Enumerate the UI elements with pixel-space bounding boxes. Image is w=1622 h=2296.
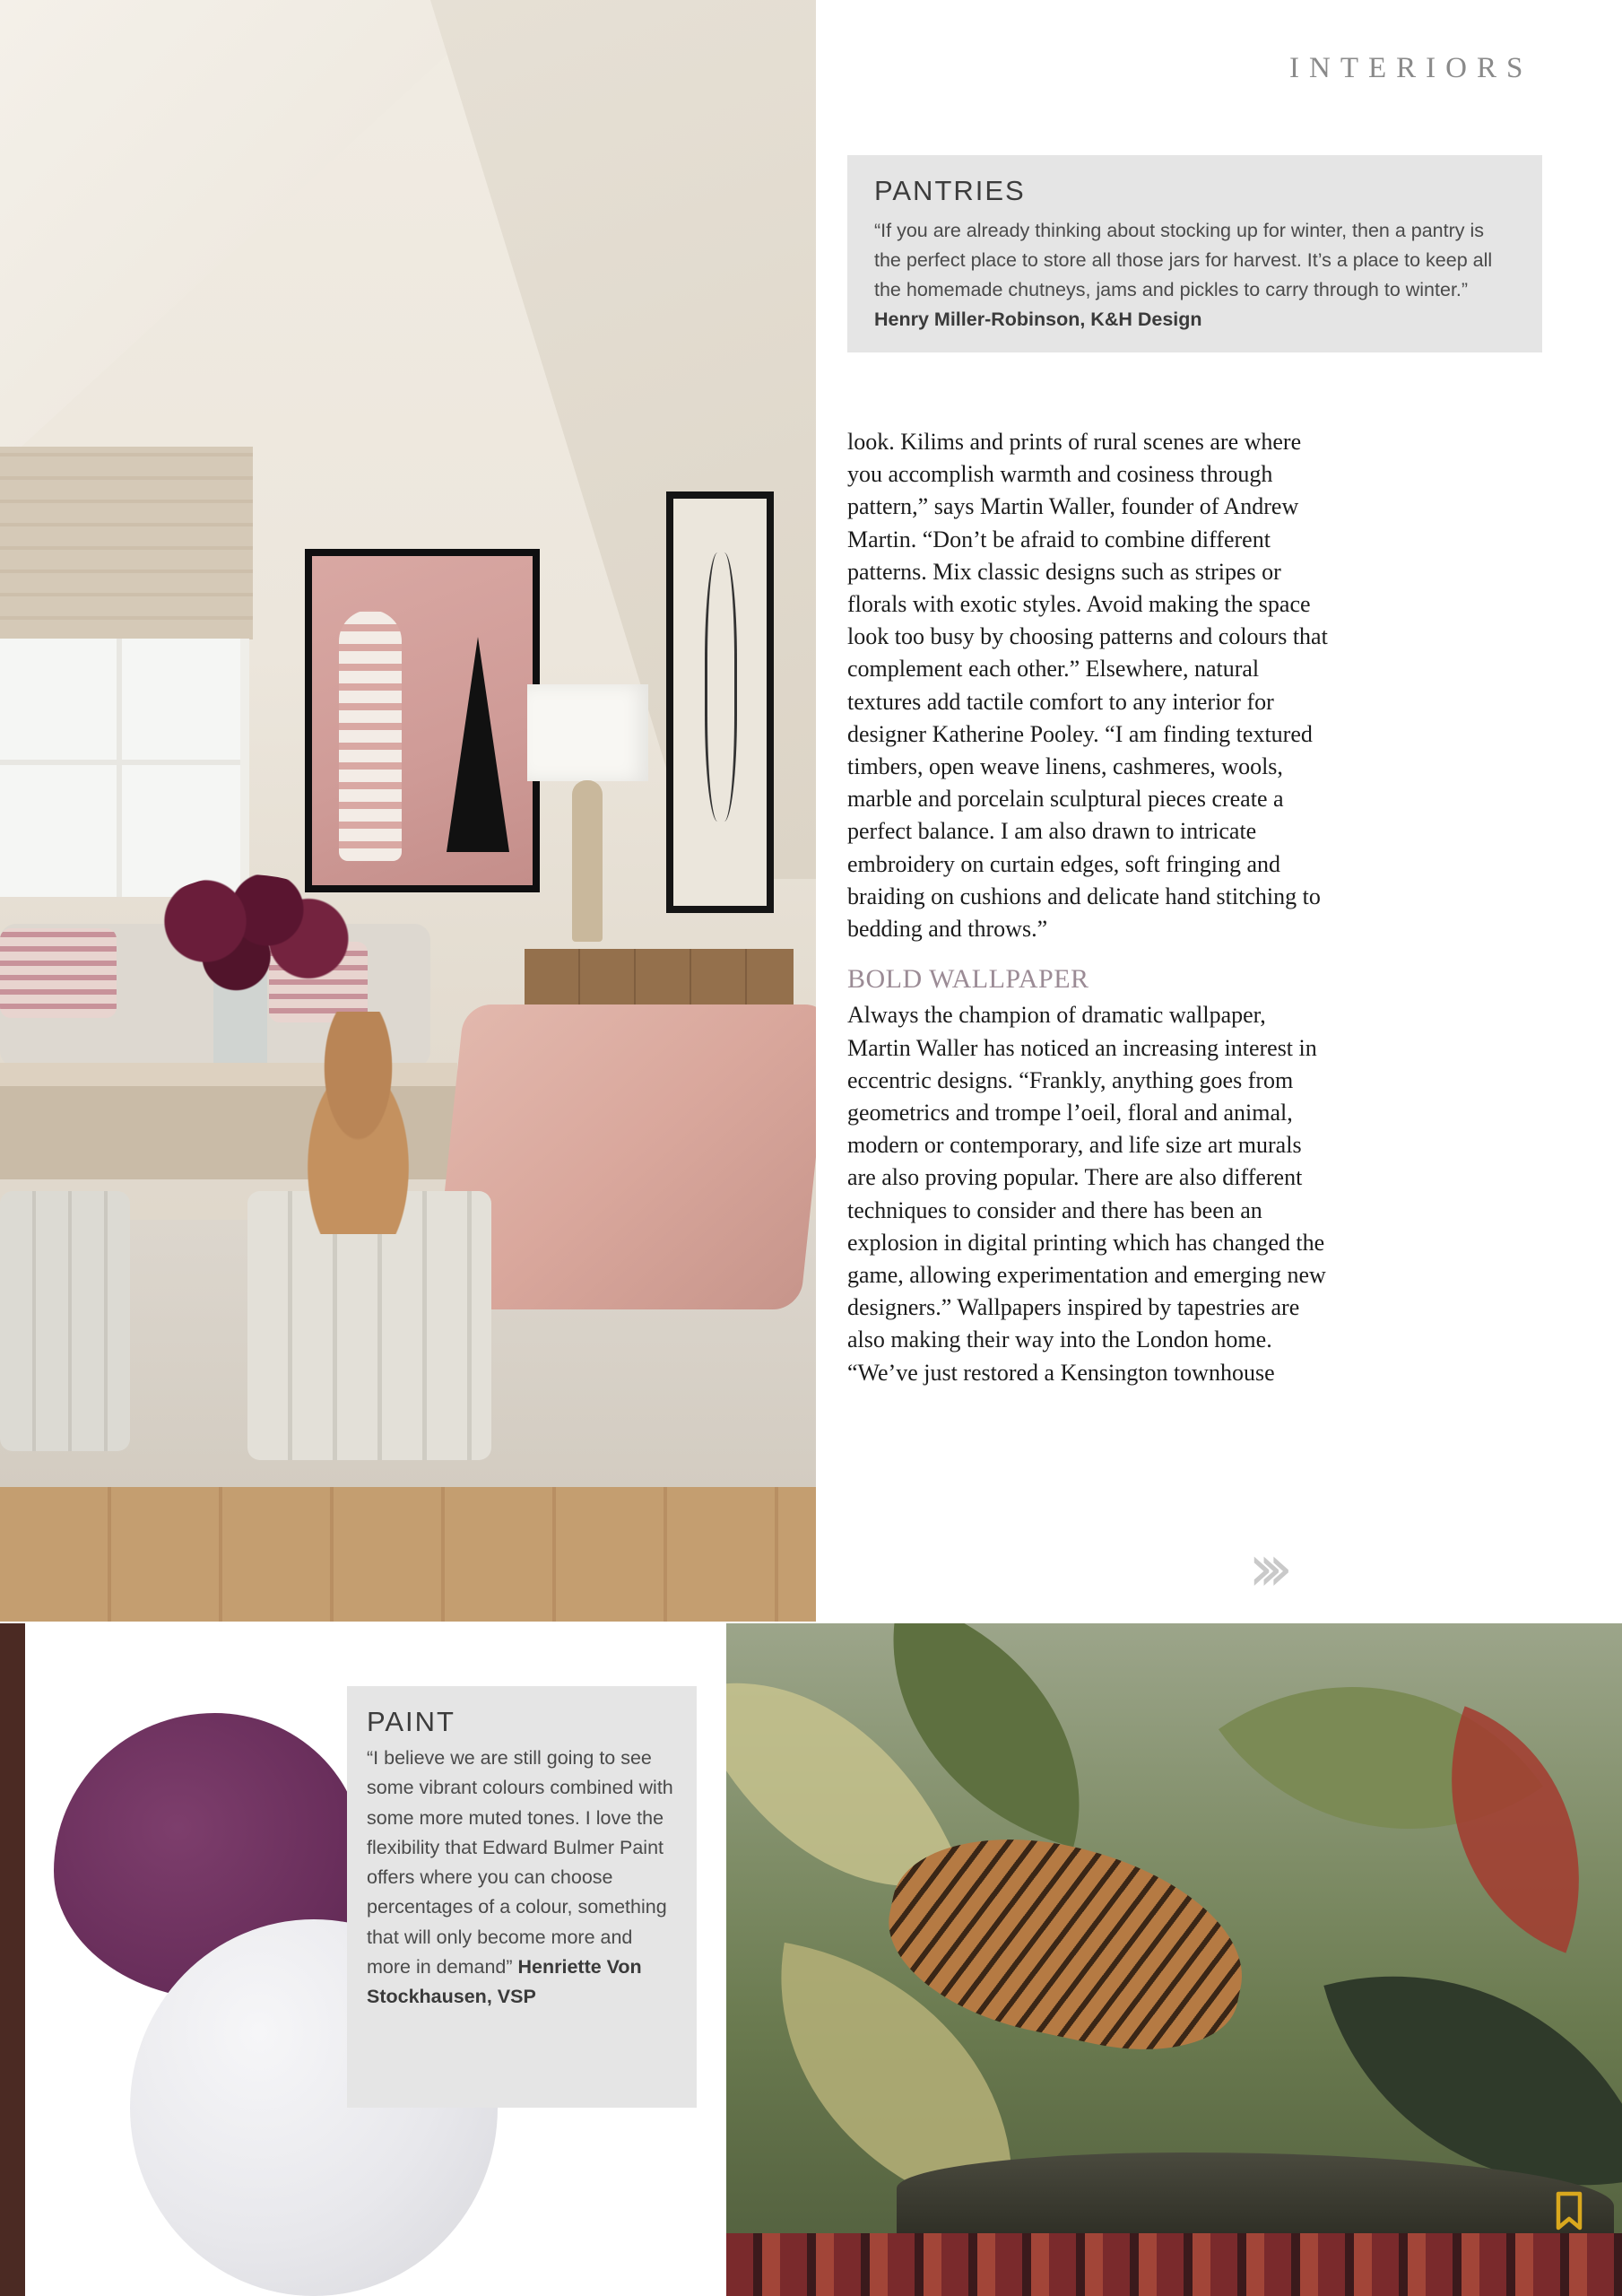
article-paragraph-2: Always the champion of dramatic wallpaper, Martin Waller has noticed an increasing interest in eccentric designs. “Frankly, anything goes from geometrics and trompe l’oeil, floral and animal, modern or contemporary, and life size art murals are also proving popular. There are also different techniques to consider and there has been an explosion in digital printing which has changed the game, allowing experimentation and emerging new designers.” Wallpapers inspired by tapestries are also making their way into the London home. “We’ve just restored a Kensington townhouse [847,1002,1326,1386]
bookmark-icon[interactable] [1551,2188,1587,2233]
jungle-mural-photo [726,1623,1622,2296]
pantries-quote-text: “If you are already thinking about stocking up for winter, then a pantry is the perfect place to store all those jars for harvest. It’s a place to keep all the homemade chutneys, jams and pickles to carry through to winter.” [874,220,1493,300]
paint-credit: Henriette Von Stockhausen, VSP [367,1956,642,2008]
bold-wallpaper-subhead: BOLD WALLPAPER [847,964,1089,995]
pantries-quote [874,216,1515,335]
pantries-credit: Henry Miller-Robinson, K&H Design [874,309,1202,330]
section-label: INTERIORS [1289,52,1533,84]
paint-quote [367,1744,677,2013]
double-chevron-right-icon[interactable]: ››› [1248,1530,1278,1605]
article-paragraph-1: look. Kilims and prints of rural scenes are where you accomplish warmth and cosiness through pattern,” says Martin Waller, founder of Andrew Martin. “Don’t be afraid to combine different patterns. Mix classic designs such as stripes or florals with exotic styles. Avoid making the space look too busy by choosing patterns and colours that complement each other.” Elsewhere, natural textures add tactile comfort to any interior for designer Katherine Pooley. “I am finding textured timbers, open weave linens, cashmeres, wools, marble and porcelain sculptural pieces create a perfect balance. I am also drawn to intricate embroidery on curtain edges, soft fringing and braiding on cushions and delicate hand stitching to bedding and throws.” [847,429,1328,943]
paint-callout [347,1686,697,2108]
article-body [847,426,1331,1389]
pantries-callout [847,155,1542,352]
pantries-title: PANTRIES [874,175,1026,206]
living-room-photo [0,0,816,1622]
paint-quote-text: “I believe we are still going to see some vibrant colours combined with some more muted tones. I love the flexibility that Edward Bulmer Paint offers where you can choose percentages of a colour, something that will only become more and more in demand” [367,1747,673,1979]
paint-title: PAINT [367,1706,455,1737]
